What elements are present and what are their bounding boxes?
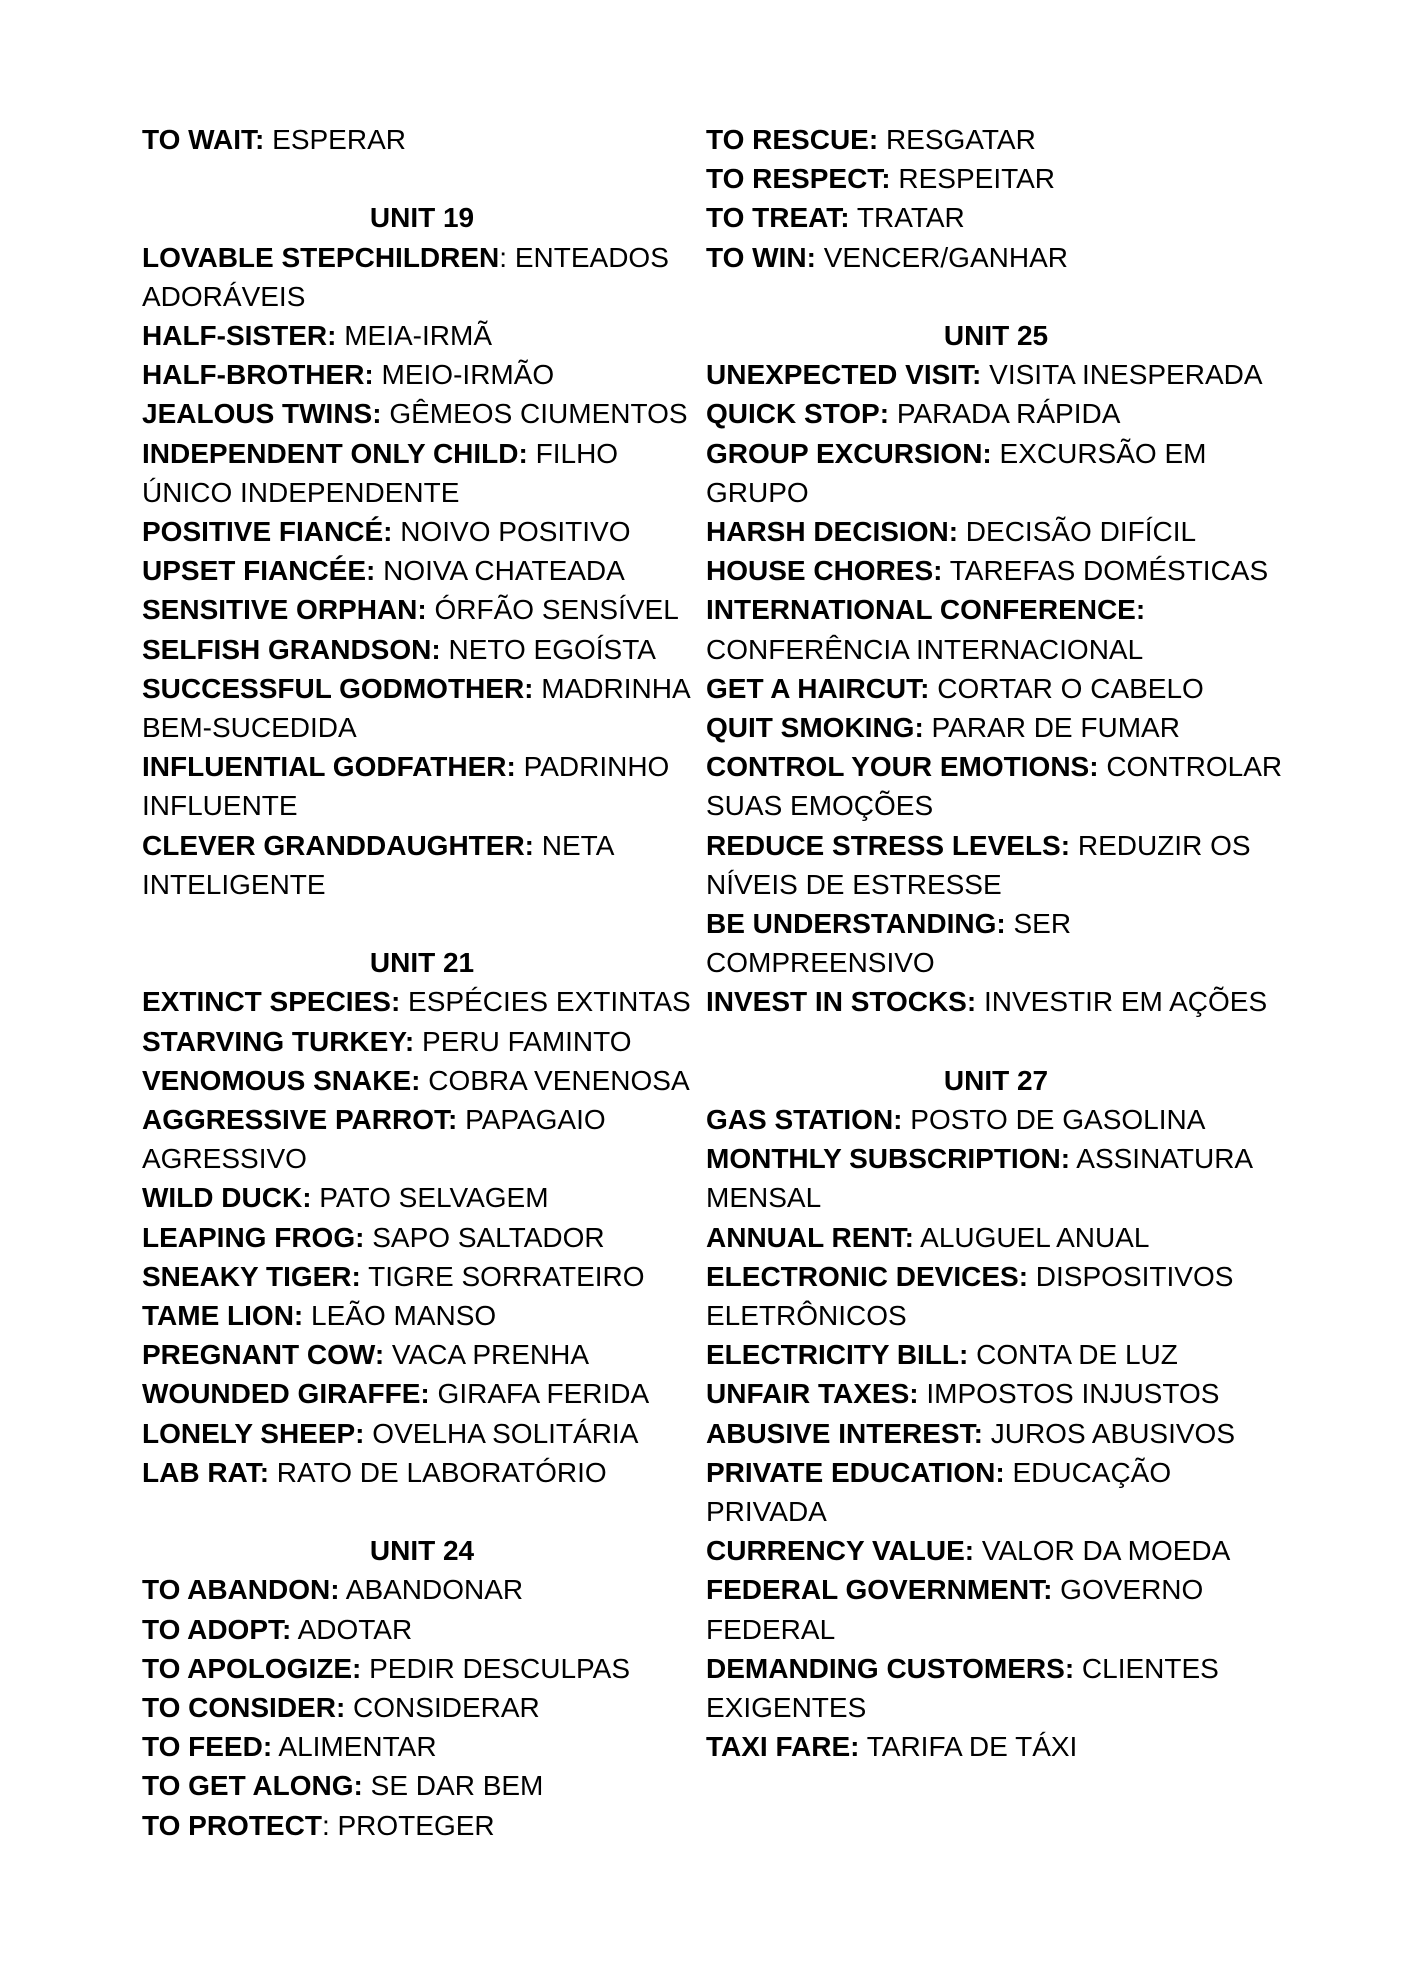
vocab-term: INVEST IN STOCKS: xyxy=(706,986,977,1018)
vocab-entry xyxy=(142,551,702,590)
vocab-entry xyxy=(142,1218,702,1257)
vocab-entry xyxy=(706,747,1290,825)
vocab-entry xyxy=(142,982,702,1021)
vocab-term: TAXI FARE: xyxy=(706,1731,860,1763)
vocab-translation: RESGATAR xyxy=(878,124,1036,155)
vocab-translation: GÊMEOS CIUMENTOS xyxy=(381,398,688,430)
vocab-translation: TARIFA DE TÁXI xyxy=(859,1731,1078,1763)
vocab-entry xyxy=(706,238,1286,277)
vocab-translation: CORTAR O CABELO xyxy=(929,672,1204,704)
vocab-translation: LEÃO MANSO xyxy=(303,1300,497,1332)
vocab-translation: OVELHA SOLITÁRIA xyxy=(364,1417,639,1449)
vocab-translation: ENTEADOS ADORÁVEIS xyxy=(142,241,676,312)
vocab-term: ELECTRICITY BILL: xyxy=(706,1339,969,1371)
vocab-term: SELFISH GRANDSON: xyxy=(142,633,441,665)
vocab-entry xyxy=(706,1531,1286,1570)
vocab-entry xyxy=(706,394,1286,433)
vocab-term: LEAPING FROG: xyxy=(142,1221,365,1253)
vocab-term: ABUSIVE INTEREST: xyxy=(706,1417,983,1449)
vocab-translation: PAPAGAIO AGRESSIVO xyxy=(142,1104,612,1175)
vocab-translation: ALIMENTAR xyxy=(272,1731,437,1763)
vocab-translation: NOIVA CHATEADA xyxy=(375,555,625,587)
vocab-colon: : xyxy=(321,1809,330,1841)
vocab-term: TAME LION: xyxy=(142,1300,304,1332)
vocab-translation: ABANDONAR xyxy=(339,1574,524,1606)
vocab-translation: COBRA VENENOSA xyxy=(420,1064,690,1096)
vocab-term: QUICK STOP: xyxy=(706,398,890,430)
unit-heading-unit-24: UNIT 24 xyxy=(369,1535,475,1567)
vocab-entry xyxy=(142,120,702,159)
vocab-entry xyxy=(142,1610,702,1649)
vocab-entry xyxy=(142,590,702,629)
vocab-entry xyxy=(142,1688,702,1727)
vocab-entry xyxy=(142,1296,702,1335)
vocab-entry xyxy=(142,747,702,825)
vocab-term: INFLUENTIAL GODFATHER: xyxy=(142,751,516,783)
vocab-entry xyxy=(142,1178,702,1217)
vocab-term: HALF-BROTHER: xyxy=(142,359,374,391)
vocab-translation: MEIA-IRMÃ xyxy=(336,320,492,351)
vocab-entry xyxy=(706,512,1286,551)
vocab-translation: NOIVO POSITIVO xyxy=(392,516,631,548)
vocab-translation: RATO DE LABORATÓRIO xyxy=(269,1456,607,1488)
vocab-entry xyxy=(142,1570,702,1609)
vocab-term: CLEVER GRANDDAUGHTER: xyxy=(142,829,534,861)
section-gap xyxy=(142,904,702,943)
unit-heading-unit-27: UNIT 27 xyxy=(943,1064,1049,1096)
vocab-term: MONTHLY SUBSCRIPTION: xyxy=(706,1143,1071,1175)
vocab-entry xyxy=(706,826,1286,904)
vocab-entry xyxy=(706,1218,1286,1257)
vocab-term: INDEPENDENT ONLY CHILD: xyxy=(142,437,528,469)
vocab-entry xyxy=(706,1100,1286,1139)
vocab-term: LOVABLE STEPCHILDREN xyxy=(142,241,500,273)
vocab-term: HALF-SISTER: xyxy=(142,320,337,351)
vocab-term: TO FEED: xyxy=(142,1731,273,1763)
vocab-term: ANNUAL RENT: xyxy=(706,1221,914,1253)
vocab-entry xyxy=(142,1061,702,1100)
vocab-entry xyxy=(706,904,1286,982)
vocab-translation: EXCURSÃO EM GRUPO xyxy=(706,437,1215,508)
vocab-term: VENOMOUS SNAKE: xyxy=(142,1064,421,1096)
vocab-entry xyxy=(706,1257,1286,1335)
vocab-translation: ALUGUEL ANUAL xyxy=(913,1221,1150,1253)
vocab-translation: RESPEITAR xyxy=(890,163,1056,195)
vocab-translation: PATO SELVAGEM xyxy=(311,1182,549,1214)
vocab-translation: INVESTIR EM AÇÕES xyxy=(976,986,1268,1018)
vocab-term: TO APOLOGIZE: xyxy=(142,1652,362,1684)
vocab-term: AGGRESSIVE PARROT: xyxy=(142,1104,458,1136)
vocab-translation: VACA PRENHA xyxy=(384,1339,590,1371)
vocab-translation: FILHO ÚNICO INDEPENDENTE xyxy=(142,437,626,508)
vocab-term: WOUNDED GIRAFFE: xyxy=(142,1378,430,1410)
vocab-entry xyxy=(142,1414,702,1453)
vocab-term: LAB RAT: xyxy=(142,1456,270,1488)
vocab-entry xyxy=(142,669,702,747)
vocab-translation: VALOR DA MOEDA xyxy=(974,1535,1231,1567)
vocab-translation: EDUCAÇÃO PRIVADA xyxy=(706,1456,1179,1528)
vocab-term: TO ABANDON: xyxy=(142,1574,340,1606)
vocab-term: JEALOUS TWINS: xyxy=(142,398,382,430)
vocab-entry xyxy=(706,982,1286,1021)
vocab-entry xyxy=(706,355,1286,394)
vocab-term: TO RESCUE: xyxy=(706,124,879,155)
vocab-translation: ADOTAR xyxy=(291,1613,413,1645)
vocab-term: UPSET FIANCÉE: xyxy=(142,555,376,587)
vocab-translation: CLIENTES EXIGENTES xyxy=(706,1652,1227,1724)
vocab-translation: REDUZIR OS NÍVEIS DE ESTRESSE xyxy=(706,829,1259,900)
vocab-term: SUCCESSFUL GODMOTHER: xyxy=(142,672,534,704)
vocab-entry xyxy=(142,394,702,433)
vocab-translation: TRATAR xyxy=(849,202,965,234)
vocab-translation: CONTA DE LUZ xyxy=(968,1339,1178,1371)
unit-heading-unit-25: UNIT 25 xyxy=(943,320,1049,351)
vocab-entry xyxy=(706,669,1286,708)
vocab-translation: POSTO DE GASOLINA xyxy=(902,1104,1206,1136)
vocab-term: UNFAIR TAXES: xyxy=(706,1378,919,1410)
vocab-translation: ASSINATURA MENSAL xyxy=(706,1143,1260,1214)
vocab-translation: ÓRFÃO SENSÍVEL xyxy=(426,594,679,626)
vocab-entry xyxy=(142,434,702,512)
unit-heading-unit-19: UNIT 19 xyxy=(369,202,475,234)
vocab-term: QUIT SMOKING: xyxy=(706,712,924,744)
vocab-entry xyxy=(706,1727,1286,1766)
vocab-entry xyxy=(142,1727,702,1766)
vocab-term: TO PROTECT xyxy=(142,1809,322,1841)
vocab-term: ELECTRONIC DEVICES: xyxy=(706,1260,1029,1292)
vocab-entry xyxy=(142,316,702,355)
vocab-term: GAS STATION: xyxy=(706,1104,903,1136)
vocab-entry xyxy=(142,355,702,394)
vocab-term: SENSITIVE ORPHAN: xyxy=(142,594,427,626)
section-gap xyxy=(142,1492,702,1531)
vocab-term: TO WAIT: xyxy=(142,124,265,155)
vocab-translation: CONSIDERAR xyxy=(345,1692,540,1724)
vocab-term: CURRENCY VALUE: xyxy=(706,1535,975,1567)
vocab-term: POSITIVE FIANCÉ: xyxy=(142,516,393,548)
vocab-term: TO ADOPT: xyxy=(142,1613,292,1645)
vocab-translation: DISPOSITIVOS ELETRÔNICOS xyxy=(706,1260,1242,1332)
vocab-translation: ESPÉCIES EXTINTAS xyxy=(400,986,691,1018)
vocab-entry xyxy=(706,1139,1286,1217)
vocab-entry xyxy=(142,1257,702,1296)
vocab-entry xyxy=(706,708,1286,747)
vocab-translation: NETO EGOÍSTA xyxy=(440,633,656,665)
vocab-term: TO WIN: xyxy=(706,241,816,273)
vocab-translation: VISITA INESPERADA xyxy=(981,359,1263,391)
vocab-translation: MEIO-IRMÃO xyxy=(373,359,555,391)
vocab-translation: ESPERAR xyxy=(264,124,406,155)
left-column xyxy=(142,120,702,1845)
vocab-entry xyxy=(706,120,1286,159)
vocab-term: GROUP EXCURSION: xyxy=(706,437,992,469)
right-column xyxy=(706,120,1290,1767)
vocab-term: TO GET ALONG: xyxy=(142,1770,363,1802)
vocab-term: CONTROL YOUR EMOTIONS: xyxy=(706,751,1099,783)
vocab-term: DEMANDING CUSTOMERS: xyxy=(706,1652,1075,1684)
vocab-term: TO TREAT: xyxy=(706,202,850,234)
vocab-term: TO RESPECT: xyxy=(706,163,891,195)
vocab-translation: PARADA RÁPIDA xyxy=(889,398,1121,430)
vocab-entry xyxy=(706,159,1286,198)
vocab-entry xyxy=(142,1806,702,1845)
vocab-entry xyxy=(706,551,1286,590)
vocab-translation: MADRINHA BEM-SUCEDIDA xyxy=(142,672,697,744)
vocab-term: FEDERAL GOVERNMENT: xyxy=(706,1574,1053,1606)
vocab-translation: PADRINHO INFLUENTE xyxy=(142,751,678,822)
vocab-entry xyxy=(142,1453,702,1492)
vocab-term: PRIVATE EDUCATION: xyxy=(706,1456,1005,1488)
vocab-term: WILD DUCK: xyxy=(142,1182,312,1214)
vocab-term: STARVING TURKEY: xyxy=(142,1025,415,1057)
vocab-translation: PROTEGER xyxy=(329,1809,495,1841)
vocab-term: HARSH DECISION: xyxy=(706,516,959,548)
vocab-translation: SAPO SALTADOR xyxy=(364,1221,605,1253)
vocab-entry xyxy=(706,1453,1286,1531)
vocab-translation: CONTROLAR SUAS EMOÇÕES xyxy=(706,751,1290,822)
vocab-entry xyxy=(142,1766,702,1805)
vocab-entry xyxy=(142,1022,702,1061)
vocab-entry xyxy=(142,1374,702,1413)
section-gap xyxy=(706,277,1286,316)
vocab-entry xyxy=(142,630,702,669)
unit-heading-unit-21: UNIT 21 xyxy=(369,947,475,979)
vocab-entry xyxy=(142,1649,702,1688)
vocab-translation: DECISÃO DIFÍCIL xyxy=(958,516,1197,548)
vocab-translation: TIGRE SORRATEIRO xyxy=(360,1260,645,1292)
vocab-entry xyxy=(142,512,702,551)
vocab-translation: TAREFAS DOMÉSTICAS xyxy=(942,555,1269,587)
vocab-entry xyxy=(706,1570,1286,1648)
vocab-entry xyxy=(706,434,1286,512)
vocab-term: UNEXPECTED VISIT: xyxy=(706,359,982,391)
vocab-entry xyxy=(142,1100,702,1178)
section-gap xyxy=(706,1022,1286,1061)
vocab-entry xyxy=(706,1374,1286,1413)
vocab-term: BE UNDERSTANDING: xyxy=(706,908,1006,940)
vocab-translation: SE DAR BEM xyxy=(362,1770,544,1802)
vocab-translation: PEDIR DESCULPAS xyxy=(361,1652,631,1684)
vocab-entry xyxy=(706,1335,1286,1374)
vocab-term: LONELY SHEEP: xyxy=(142,1417,365,1449)
vocab-translation: VENCER/GANHAR xyxy=(815,241,1068,273)
vocab-term: INTERNATIONAL CONFERENCE: xyxy=(706,594,1146,626)
vocab-entry xyxy=(706,1649,1286,1727)
vocab-translation: CONFERÊNCIA INTERNACIONAL xyxy=(706,594,1153,665)
vocab-term: REDUCE STRESS LEVELS: xyxy=(706,829,1071,861)
vocab-term: SNEAKY TIGER: xyxy=(142,1260,361,1292)
vocab-term: EXTINCT SPECIES: xyxy=(142,986,401,1018)
vocab-translation: PARAR DE FUMAR xyxy=(923,712,1180,744)
vocab-translation: IMPOSTOS INJUSTOS xyxy=(918,1378,1220,1410)
vocab-translation: GOVERNO FEDERAL xyxy=(706,1574,1212,1645)
vocab-colon: : xyxy=(499,241,508,273)
vocab-translation: PERU FAMINTO xyxy=(414,1025,632,1057)
vocab-entry xyxy=(706,1414,1286,1453)
vocab-translation: NETA INTELIGENTE xyxy=(142,829,621,900)
vocab-entry xyxy=(706,198,1286,237)
vocab-term: PREGNANT COW: xyxy=(142,1339,385,1371)
vocab-term: TO CONSIDER: xyxy=(142,1692,346,1724)
vocab-translation: GIRAFA FERIDA xyxy=(429,1378,650,1410)
vocab-entry xyxy=(142,826,702,904)
vocab-term: GET A HAIRCUT: xyxy=(706,672,930,704)
vocab-translation: SER COMPREENSIVO xyxy=(706,908,1079,979)
vocab-term: HOUSE CHORES: xyxy=(706,555,943,587)
vocab-entry xyxy=(706,590,1286,668)
vocab-entry xyxy=(142,238,702,316)
vocab-translation: JUROS ABUSIVOS xyxy=(982,1417,1236,1449)
section-gap xyxy=(142,159,702,198)
vocab-entry xyxy=(142,1335,702,1374)
